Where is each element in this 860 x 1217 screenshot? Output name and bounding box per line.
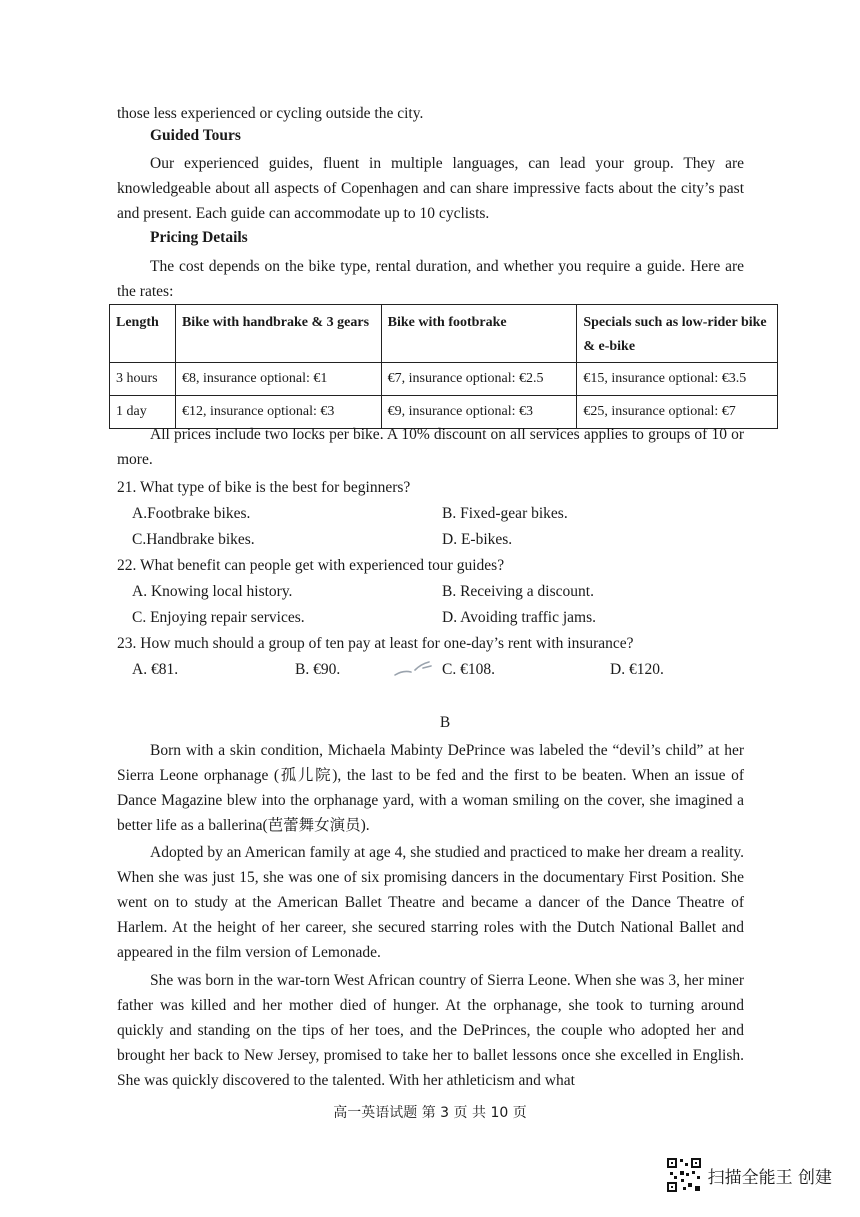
- option-21c: C.Handbrake bikes.: [132, 531, 255, 548]
- question-22: 22. What benefit can people get with experienced tour guides?: [117, 557, 505, 574]
- guided-tours-text: Our experienced guides, fluent in multiple languages, can lead your group. They are knowledgeable about all aspects of Copenhagen and can share impressive facts about the city’s past and present. Each guide can accommodate up to 10 cyclists.: [117, 155, 744, 222]
- table-cell: €8, insurance optional: €1: [175, 363, 381, 396]
- pricing-heading: Pricing Details: [150, 229, 248, 246]
- pricing-table: [109, 304, 778, 429]
- table-header-row: [110, 305, 778, 363]
- table-header-cell: Bike with handbrake & 3 gears: [175, 305, 381, 363]
- table-header-cell: Bike with footbrake: [381, 305, 577, 363]
- intro-line: those less experienced or cycling outside the city.: [117, 105, 424, 122]
- question-23: 23. How much should a group of ten pay at least for one-day’s rent with insurance?: [117, 635, 634, 652]
- scanner-watermark: [666, 1157, 832, 1193]
- qr-code-icon: [666, 1157, 702, 1193]
- page-footer: 高一英语试题 第 3 页 共 10 页: [333, 1105, 527, 1121]
- table-cell: €25, insurance optional: €7: [577, 396, 778, 429]
- option-23c: C. €108.: [442, 661, 495, 678]
- option-22d: D. Avoiding traffic jams.: [442, 609, 596, 626]
- table-header-cell: Length: [110, 305, 176, 363]
- pen-mark-icon: [393, 660, 435, 678]
- passage-b-label: B: [439, 714, 451, 731]
- table-cell: €12, insurance optional: €3: [175, 396, 381, 429]
- option-23a: A. €81.: [132, 661, 179, 678]
- pricing-text: The cost depends on the bike type, rental duration, and whether you require a guide. Here are the rates:: [117, 258, 744, 300]
- table-cell: 3 hours: [110, 363, 176, 396]
- option-22a: A. Knowing local history.: [132, 583, 293, 600]
- option-23d: D. €120.: [610, 661, 664, 678]
- passage-b-paragraph-3: She was born in the war-torn West African country of Sierra Leone. When she was 3, her miner father was killed and her mother died of hunger. At the orphanage, she took to turning around quickly and standing on the tips of her toes, and the DePrinces, the couple who adopted her and brought her back to New Jersey, promised to take her to ballet lessons once she excelled in English. She was quickly discovered to the talented. With her athleticism and what: [117, 972, 744, 1089]
- option-23b: B. €90.: [295, 661, 341, 678]
- table-cell: €9, insurance optional: €3: [381, 396, 577, 429]
- passage-b-paragraph-2: Adopted by an American family at age 4, she studied and practiced to make her dream a reality. When she was just 15, she was one of six promising dancers in the documentary First Position. She went on to study at the American Ballet Theatre and became a dancer of the Dance Theatre of Harlem. At the height of her career, she secured starring roles with the Dutch National Ballet and appeared in the film version of Lemonade.: [117, 844, 744, 961]
- table-row: [110, 363, 778, 396]
- option-21a: A.Footbrake bikes.: [132, 505, 251, 522]
- guided-tours-heading: Guided Tours: [150, 127, 241, 144]
- table-cell: €7, insurance optional: €2.5: [381, 363, 577, 396]
- passage-b-paragraph-1: Born with a skin condition, Michaela Mabinty DePrince was labeled the “devil’s child” at her Sierra Leone orphanage (孤儿院), the last to be fed and the first to be beaten. When an issue of Dance Magazine blew into the orphanage yard, with a woman smiling on the cover, she imagined a better life as a ballerina(芭蕾舞女演员).: [117, 742, 744, 834]
- option-22b: B. Receiving a discount.: [442, 583, 594, 600]
- table-cell: 1 day: [110, 396, 176, 429]
- question-21: 21. What type of bike is the best for beginners?: [117, 479, 411, 496]
- table-header-cell: Specials such as low-rider bike & e-bike: [577, 305, 778, 363]
- watermark-text: 扫描全能王 创建: [707, 1167, 832, 1188]
- option-21d: D. E-bikes.: [442, 531, 513, 548]
- option-21b: B. Fixed-gear bikes.: [442, 505, 568, 522]
- option-22c: C. Enjoying repair services.: [132, 609, 305, 626]
- pricing-note: All prices include two locks per bike. A 10% discount on all services applies to groups of 10 or more.: [117, 426, 744, 468]
- table-cell: €15, insurance optional: €3.5: [577, 363, 778, 396]
